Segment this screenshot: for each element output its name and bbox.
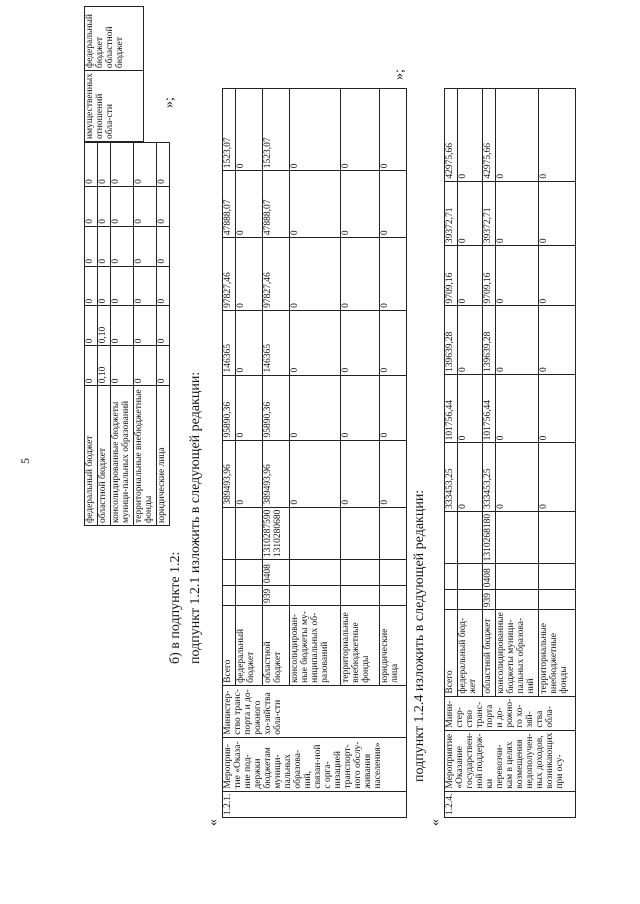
event-cell: имущественных отношений обла-сти (85, 71, 144, 142)
value-cell: 0 (110, 226, 133, 266)
value-cell: 0 (156, 306, 169, 346)
value-cell: 0 (457, 443, 482, 511)
source-cell: Всего (223, 606, 236, 686)
source-cell (85, 7, 144, 71)
value-cell: 0 (538, 246, 575, 306)
csr-cell (289, 507, 340, 560)
value-cell: 0 (379, 89, 406, 171)
heading-124: подпункт 1.2.4 изложить в следующей редакции: (412, 489, 427, 782)
value-cell: 0 (235, 375, 262, 440)
value-cell: 101756,44 (482, 374, 495, 442)
value-cell: 97827,46 (262, 238, 289, 311)
value-cell: 333453,25 (445, 443, 458, 511)
value-cell: 0 (235, 89, 262, 171)
value-cell: 0 (495, 374, 538, 442)
table-row (223, 89, 236, 818)
value-cell: 0 (156, 346, 169, 386)
heading-b: б) в подпункте 1.2: (168, 551, 183, 664)
table-124 (444, 88, 576, 818)
value-cell: 0 (289, 238, 340, 311)
grbs-cell (457, 590, 482, 610)
rz-cell (235, 560, 262, 586)
value-cell: 0 (110, 143, 133, 187)
value-cell: 0 (110, 306, 133, 346)
value-cell: 0 (156, 266, 169, 306)
value-cell: 0 (457, 181, 482, 245)
rz-cell (457, 564, 482, 590)
value-cell: 0 (495, 89, 538, 182)
source-cell: юридические лица (379, 606, 406, 686)
value-cell: 0 (85, 186, 98, 226)
event-cell: Мероприя-тие «Оказа-ние под-держки бюджетам муници-пальных образова-ний, связан-ной с орга-низацией транспорт-ного обслу-живания населения» (223, 737, 407, 791)
source-cell: областной бюджет (482, 610, 495, 696)
value-cell: 0 (235, 310, 262, 375)
value-cell: 0 (379, 171, 406, 238)
value-cell: 0 (289, 440, 340, 507)
rz-cell: 0408 (482, 564, 495, 590)
value-cell: 0 (340, 310, 379, 375)
value-cell: 0 (379, 440, 406, 507)
source-label: федеральный бюджет (85, 14, 105, 69)
table-row (156, 143, 169, 526)
value-cell: 0 (340, 89, 379, 171)
csr-cell (457, 511, 482, 564)
source-cell: консолидированные бюджеты муници-пальных образований (110, 386, 133, 526)
closing-quote: »; (162, 97, 177, 108)
value-cell: 95890,36 (223, 375, 236, 440)
grbs-cell (538, 590, 575, 610)
value-cell: 39372,71 (482, 181, 495, 245)
page-number: 5 (18, 458, 32, 464)
value-cell: 0 (457, 246, 482, 306)
open-quote: « (206, 819, 221, 826)
source-cell: консолидирован-ные бюджеты му-ниципальных об-разований (289, 606, 340, 686)
value-cell: 0 (235, 171, 262, 238)
value-cell: 0 (85, 306, 98, 346)
source-cell: федеральный бюджет (235, 606, 262, 686)
value-cell: 0 (85, 226, 98, 266)
value-cell: 0 (133, 226, 156, 266)
executor-cell: Мини-стер-ство транс-порта и до-рожно-го хо-зяй-ства обла- (445, 696, 576, 730)
value-cell: 0 (457, 306, 482, 374)
value-cell: 9709,16 (482, 246, 495, 306)
grbs-cell (223, 586, 236, 606)
value-cell: 0 (538, 374, 575, 442)
value-cell: 0 (97, 266, 110, 306)
value-cell: 0 (97, 143, 110, 187)
value-cell: 0 (110, 186, 133, 226)
table-row (85, 143, 98, 526)
rz-cell (340, 560, 379, 586)
value-cell: 0 (97, 226, 110, 266)
csr-cell: 1310268180 (482, 511, 495, 564)
value-cell: 0 (379, 238, 406, 311)
value-cell: 0 (495, 246, 538, 306)
csr-cell (340, 507, 379, 560)
table-121 (222, 88, 407, 818)
value-cell: 0 (538, 89, 575, 182)
value-cell: 39372,71 (445, 181, 458, 245)
table-row (110, 143, 133, 526)
value-cell: 42975,66 (445, 89, 458, 182)
source-cell: территориальные внебюджетные фонды (538, 610, 575, 696)
value-cell: 47888,07 (262, 171, 289, 238)
csr-cell (495, 511, 538, 564)
value-cell: 0 (156, 143, 169, 187)
csr-cell (379, 507, 406, 560)
value-cell: 0 (538, 443, 575, 511)
value-cell: 0 (110, 346, 133, 386)
value-cell: 139639,28 (482, 306, 495, 374)
value-cell: 0,10 (97, 306, 110, 346)
rz-cell (223, 560, 236, 586)
grbs-cell (340, 586, 379, 606)
row-number: 1.2.4. (445, 791, 576, 817)
grbs-cell: 939 (482, 590, 495, 610)
table-row (97, 143, 110, 526)
closing-quote: »; (392, 69, 407, 80)
value-cell: 139639,28 (445, 306, 458, 374)
grbs-cell: 939 (262, 586, 289, 606)
value-cell: 0 (289, 310, 340, 375)
value-cell: 0 (133, 143, 156, 187)
value-cell: 0 (457, 89, 482, 182)
source-label: областной бюджет (104, 26, 125, 69)
value-cell: 146365 (223, 310, 236, 375)
rz-cell (495, 564, 538, 590)
value-cell: 0 (289, 171, 340, 238)
grbs-cell (235, 586, 262, 606)
grbs-cell (445, 590, 458, 610)
value-cell: 0 (340, 375, 379, 440)
value-cell: 0 (340, 440, 379, 507)
value-cell: 42975,66 (482, 89, 495, 182)
value-cell: 0 (538, 306, 575, 374)
source-cell: территориальные внебюджетные фонды (340, 606, 379, 686)
value-cell: 97827,46 (223, 238, 236, 311)
heading-121: подпункт 1.2.1 изложить в следующей редакции: (188, 371, 203, 664)
table-row (85, 7, 144, 142)
table-row (133, 143, 156, 526)
csr-cell (538, 511, 575, 564)
row-number: 1.2.1. (223, 791, 407, 817)
csr-cell (445, 511, 458, 564)
rz-cell (379, 560, 406, 586)
value-cell: 333453,25 (482, 443, 495, 511)
top-table (84, 6, 144, 142)
value-cell: 0 (495, 181, 538, 245)
source-cell: консолидированные бюджеты муници-пальных образова-ний (495, 610, 538, 696)
value-cell: 389493,96 (262, 440, 289, 507)
value-cell: 0 (495, 443, 538, 511)
rz-cell: 0408 (262, 560, 289, 586)
value-cell: 146365 (262, 310, 289, 375)
source-cell: федеральный бюд-жет (457, 610, 482, 696)
value-cell: 0 (340, 238, 379, 311)
value-cell: 0 (379, 375, 406, 440)
value-cell: 0 (133, 306, 156, 346)
value-cell: 47888,07 (223, 171, 236, 238)
value-cell: 1523,07 (223, 89, 236, 171)
value-cell: 0,10 (97, 346, 110, 386)
source-cell: Всего (445, 610, 458, 696)
value-cell: 389493,96 (223, 440, 236, 507)
value-cell: 0 (110, 266, 133, 306)
value-cell: 0 (97, 186, 110, 226)
value-cell: 0 (235, 440, 262, 507)
grbs-cell (379, 586, 406, 606)
value-cell: 0 (457, 374, 482, 442)
rz-cell (445, 564, 458, 590)
event-cell: Мероприятие «Оказание государствен-ной поддерж-ки перевозчи-кам в целях возмещения недополучен-ных доходов, возникающих при осу- (445, 730, 576, 791)
source-cell: федеральный бюджет (85, 386, 98, 526)
source-cell: территориальные внебюджетные фонды (133, 386, 156, 526)
csr-cell (223, 507, 236, 560)
open-quote: « (428, 819, 443, 826)
rz-cell (289, 560, 340, 586)
value-cell: 0 (289, 375, 340, 440)
value-cell: 101756,44 (445, 374, 458, 442)
value-cell: 0 (133, 346, 156, 386)
value-cell: 0 (85, 266, 98, 306)
source-cell: областной бюджет (262, 606, 289, 686)
value-cell: 0 (133, 266, 156, 306)
csr-cell: 1310287590 1310280680 (262, 507, 289, 560)
value-cell: 0 (85, 143, 98, 187)
rz-cell (538, 564, 575, 590)
value-cell: 0 (289, 89, 340, 171)
table-row (445, 89, 458, 818)
value-cell: 0 (538, 181, 575, 245)
value-cell: 9709,16 (445, 246, 458, 306)
source-cell: областной бюджет (97, 386, 110, 526)
csr-cell (235, 507, 262, 560)
executor-cell: Министер-ство транс-порта и до-рожного хо-зяйства обла-сти (223, 685, 407, 737)
value-cell: 0 (340, 171, 379, 238)
value-cell: 0 (379, 310, 406, 375)
value-cell: 0 (156, 226, 169, 266)
value-cell: 1523,07 (262, 89, 289, 171)
value-cell: 0 (156, 186, 169, 226)
grbs-cell (495, 590, 538, 610)
value-cell: 0 (133, 186, 156, 226)
value-cell: 0 (495, 306, 538, 374)
source-cell: юридические лица (156, 386, 169, 526)
value-cell: 0 (85, 346, 98, 386)
top-table-values (84, 142, 170, 526)
value-cell: 0 (235, 238, 262, 311)
grbs-cell (289, 586, 340, 606)
value-cell: 95890,36 (262, 375, 289, 440)
